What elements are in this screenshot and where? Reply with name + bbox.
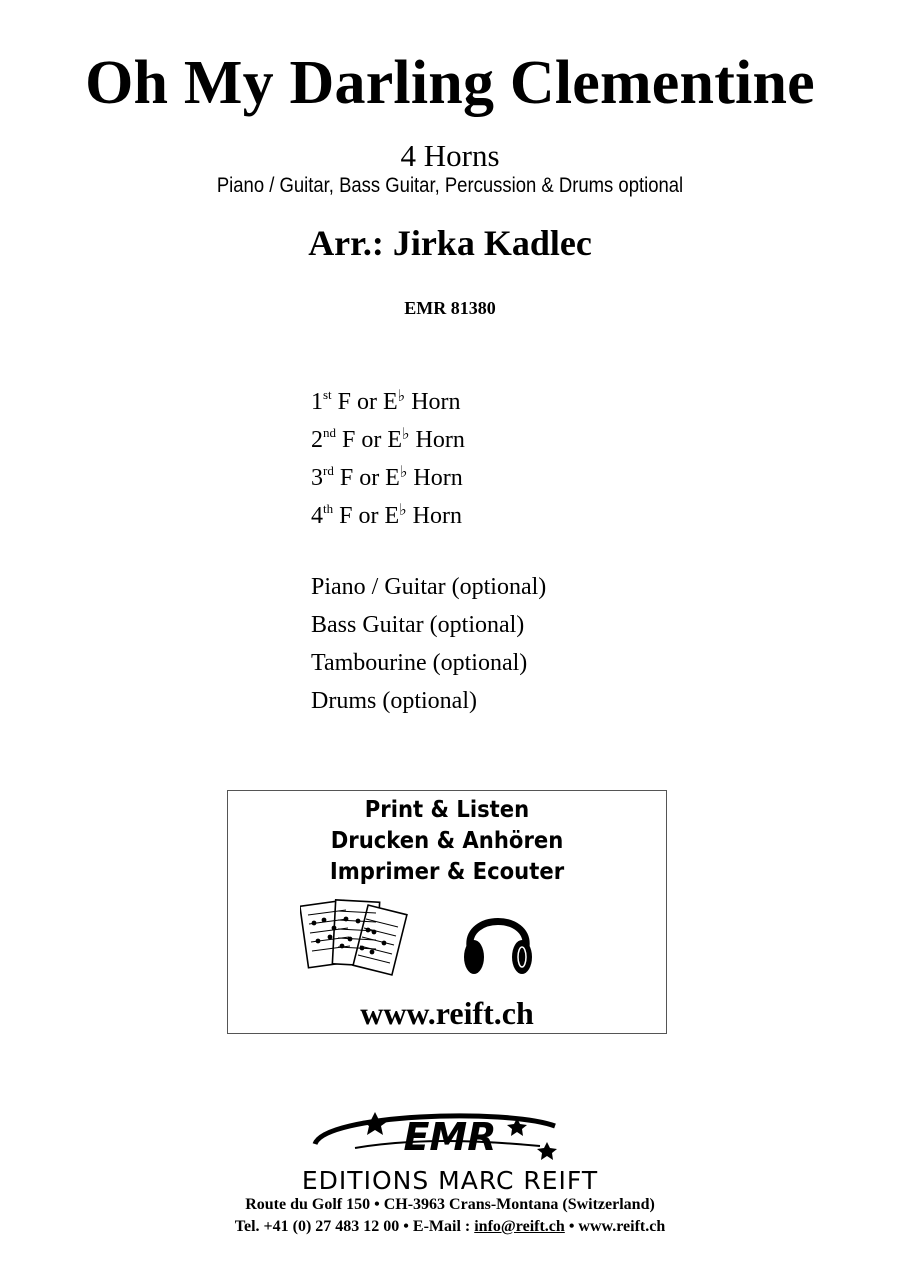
optional-parts-list — [311, 568, 546, 720]
optional-part-item: Drums (optional) — [311, 688, 477, 714]
part-instrument: Horn — [409, 427, 465, 453]
optional-part-item: Bass Guitar (optional) — [311, 612, 525, 638]
page-title: Oh My Darling Clementine — [85, 49, 815, 117]
part-item — [311, 452, 465, 490]
logo-text: EMR — [403, 1115, 497, 1159]
email-label: E-Mail : — [412, 1218, 471, 1235]
email-link[interactable]: info@reift.ch — [474, 1218, 565, 1235]
part-number: 1 — [311, 389, 323, 415]
print-listen-box[interactable] — [227, 790, 667, 1034]
flat-symbol: ♭ — [397, 388, 406, 405]
part-item — [311, 376, 465, 414]
subtitle: 4 Horns — [400, 138, 500, 173]
separator: • — [403, 1218, 409, 1235]
part-ordinal: rd — [323, 463, 334, 478]
part-number: 2 — [311, 427, 323, 453]
phone: Tel. +41 (0) 27 483 12 00 — [234, 1218, 400, 1235]
headphones-icon — [462, 901, 534, 979]
part-number: 3 — [311, 465, 323, 491]
part-item — [311, 490, 465, 528]
part-label: F or E — [331, 389, 398, 415]
emr-logo — [255, 1108, 645, 1168]
flat-symbol: ♭ — [402, 426, 410, 443]
instrumentation-note: Piano / Guitar, Bass Guitar, Percussion & Drums optional — [216, 174, 684, 197]
promo-line-french: Imprimer & Ecouter — [329, 859, 565, 885]
flat-symbol: ♭ — [399, 464, 408, 481]
sheet-music-icon — [300, 897, 410, 983]
promo-line-german: Drucken & Anhören — [330, 828, 564, 854]
publisher-name: EDITIONS MARC REIFT — [301, 1166, 599, 1195]
part-instrument: Horn — [407, 465, 463, 491]
flat-symbol: ♭ — [399, 502, 407, 519]
part-label: F or E — [336, 427, 402, 453]
part-ordinal: st — [323, 387, 332, 402]
part-label: F or E — [333, 465, 400, 491]
part-number: 4 — [311, 503, 323, 529]
publisher-address: Route du Golf 150 • CH-3963 Crans-Montana (Switzerland) — [245, 1196, 655, 1213]
contact-line — [0, 1218, 900, 1236]
part-item — [311, 414, 465, 452]
separator: • — [568, 1218, 575, 1235]
promo-website[interactable]: www.reift.ch — [360, 995, 534, 1031]
catalog-number: EMR 81380 — [404, 298, 496, 318]
part-label: F or E — [333, 503, 400, 529]
parts-list — [311, 376, 465, 528]
part-instrument: Horn — [405, 389, 461, 415]
part-instrument: Horn — [406, 503, 462, 529]
part-ordinal: th — [323, 501, 334, 516]
part-ordinal: nd — [323, 425, 336, 440]
website-link[interactable]: www.reift.ch — [578, 1218, 666, 1235]
optional-part-item: Tambourine (optional) — [311, 650, 528, 676]
optional-part-item: Piano / Guitar (optional) — [311, 574, 547, 600]
arranger: Arr.: Jirka Kadlec — [308, 223, 592, 263]
promo-line-english: Print & Listen — [364, 797, 530, 823]
